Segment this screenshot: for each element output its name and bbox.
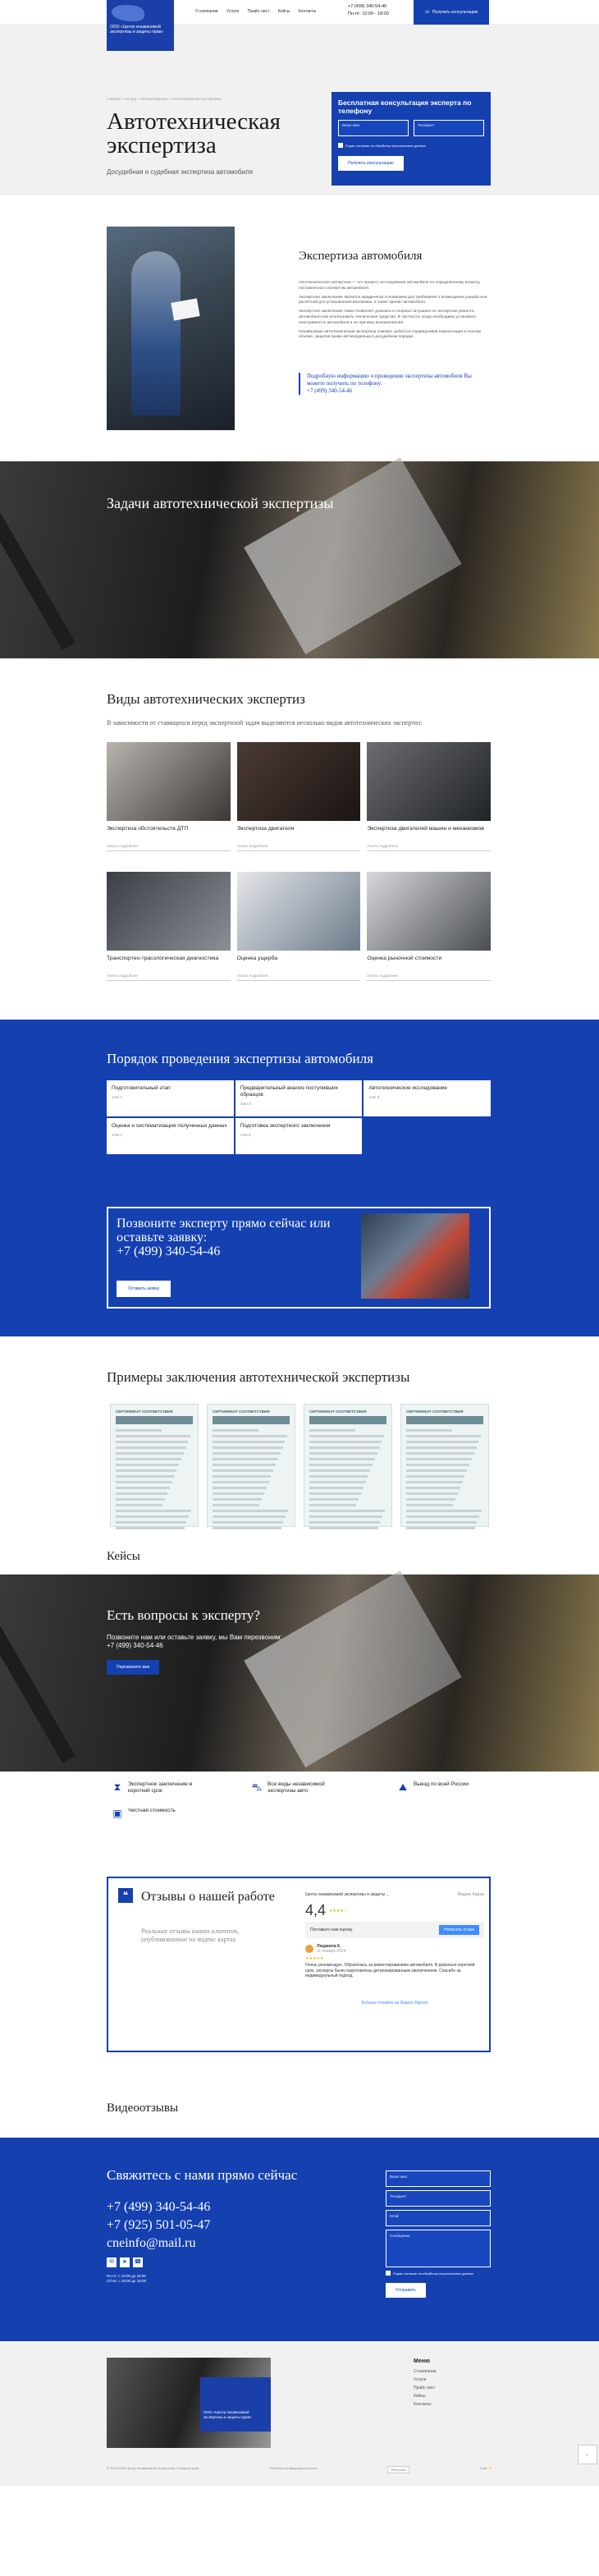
examples-section [0, 1336, 599, 1574]
kind-name: Оценка рыночной стоимости [367, 956, 442, 961]
social-links [107, 2257, 143, 2267]
step-label: этап [112, 1133, 120, 1137]
cert-line [116, 1452, 184, 1455]
pen-shape [0, 1599, 75, 1763]
kind-more-link[interactable]: Узнать подробнее [367, 844, 491, 851]
vk-icon[interactable]: ✉ [107, 2257, 117, 2267]
step-index: 4 [120, 1133, 122, 1137]
step-name: Автотехническое исследование [368, 1085, 448, 1091]
copyright: © 2023-2024 Центр независимой экспертизы и защиты прав [107, 2466, 199, 2470]
cert-line [309, 1510, 385, 1512]
contact-form [386, 2170, 491, 2298]
cert-line [116, 1527, 185, 1529]
quote-icon: ❝ [118, 1888, 133, 1903]
cert-line [213, 1510, 288, 1512]
kind-name: Экспертиза двигателя [236, 826, 295, 832]
nav-item-pricelist[interactable]: Прайс-лист [247, 9, 270, 14]
benefit-item [112, 1808, 194, 1819]
footer-menu-item[interactable]: О компании [414, 2369, 437, 2374]
step-label: этап [112, 1095, 120, 1099]
expert-photo [361, 1213, 469, 1299]
certificate-thumbnail[interactable] [110, 1404, 199, 1527]
order-steps [107, 1080, 491, 1154]
step-label: этап [240, 1133, 248, 1137]
reviews-subtitle: Реальные отзывы наших клиентов, опубликованные на яндекс картах [141, 1927, 240, 1943]
reviews-box [107, 1877, 491, 2052]
benefit-label: Выезд по всей России [414, 1781, 469, 1787]
certificates-row [110, 1404, 489, 1527]
step-label: этап [368, 1095, 377, 1099]
kind-card[interactable] [367, 742, 491, 872]
kind-card[interactable] [107, 872, 231, 1002]
callback-button[interactable]: Перезвоните мне [107, 1660, 159, 1675]
footer-menu [414, 2358, 437, 2409]
review-stars-icon: ★★★★★ [305, 1956, 324, 1961]
step-name: Подготовительный этап [112, 1085, 171, 1091]
logo-text: ООО «Центр независимой экспертизы и защиты прав» [110, 25, 163, 34]
benefit-item [397, 1781, 479, 1793]
call-phone[interactable]: +7 (499) 340-54-46 [117, 1244, 221, 1258]
quote-text: Подробную информацию о проведении экспертизы автомобиля Вы можете получить по телефону: [307, 373, 472, 387]
step-name: Подготовка экспертного заключения [240, 1123, 331, 1129]
cert-line [116, 1429, 162, 1432]
reviews-section [0, 1845, 599, 2088]
widget-write-review-button[interactable]: Написать отзыв [439, 1925, 479, 1935]
cert-line [406, 1435, 481, 1437]
cert-line [309, 1481, 366, 1483]
kind-photo [237, 872, 361, 951]
contact-agreement-label: Я даю согласие на обработку персональных данных [393, 2271, 473, 2276]
step-index: 1 [120, 1095, 122, 1099]
cert-line [213, 1527, 281, 1529]
order-step [364, 1080, 491, 1116]
cert-line [116, 1504, 162, 1506]
footer-bottom [107, 2466, 492, 2473]
kind-name: Экспертиза двигателей машин и механизмов [367, 826, 484, 832]
cert-line [213, 1452, 281, 1455]
contact-section [0, 2138, 599, 2341]
cert-line [406, 1464, 469, 1466]
cert-line [309, 1469, 370, 1472]
cert-line [116, 1458, 181, 1460]
benefits-section [0, 1772, 599, 1845]
examples-title: Примеры заключения автотехнической экспертизы [107, 1369, 410, 1385]
contact-phone-input[interactable]: Телефон* [386, 2190, 491, 2207]
cert-line [213, 1464, 276, 1466]
order-title: Порядок проведения экспертизы автомобиля [107, 1051, 373, 1066]
reviews-title: Отзывы о нашей работе [141, 1890, 275, 1904]
about-paragraph: Независимая автотехническая экспертиза поможет добиться справедливой компенсации в полном объёме, защитив права автовладельца в досудебном порядке. [299, 329, 481, 340]
step-index: 5 [249, 1133, 251, 1137]
cert-line [406, 1521, 477, 1524]
cert-title: СЕРТИФИКАТ СООТВЕТСТВИЯ [213, 1409, 270, 1414]
widget-rate-prompt: Поставьте нам оценку [310, 1927, 353, 1932]
cert-line [116, 1498, 165, 1501]
cert-line [213, 1498, 262, 1501]
cert-line [309, 1504, 356, 1506]
kind-photo [107, 742, 231, 821]
privacy-policy-link[interactable]: Политика конфиденциальности [268, 2466, 318, 2470]
kinds-lead: В зависимости от ставящихся перед экспертизой задач выделяются несколько видов автотехнических экспертиз: [107, 719, 423, 727]
kind-photo [367, 872, 491, 951]
cert-line [406, 1515, 479, 1518]
site-footer [0, 2341, 599, 2486]
russia-map-icon [112, 5, 144, 21]
cert-line [309, 1429, 355, 1432]
about-title: Экспертиза автомобиля [299, 250, 423, 263]
cert-line [406, 1498, 455, 1501]
footer-menu-item[interactable]: Прайс-лист [414, 2386, 436, 2390]
cert-line [406, 1446, 477, 1449]
questions-text: Позвоните нам или оставьте заявку, мы Вам перезвоним: +7 (499) 340-54-46 [107, 1634, 282, 1649]
kind-card[interactable] [107, 742, 231, 872]
step-label: этап [240, 1102, 248, 1106]
cert-line [116, 1510, 191, 1512]
wallet-icon: ▣ [112, 1808, 122, 1819]
clock-icon: ⧗ [113, 1781, 121, 1793]
agreement-label: Я даю согласие на обработку персональных данных [345, 143, 426, 148]
questions-banner [0, 1574, 599, 1772]
cert-line [213, 1481, 269, 1483]
consult-submit-button[interactable]: Получить консультацию [338, 156, 404, 171]
cert-line [116, 1475, 174, 1478]
call-title [117, 1217, 354, 1258]
cert-line [213, 1475, 271, 1478]
cert-line [213, 1492, 264, 1495]
order-step [235, 1118, 363, 1154]
name-input[interactable]: Ваше имя [338, 120, 409, 136]
call-title-text: Позвоните эксперту прямо сейчас или оставьте заявку: [117, 1217, 331, 1244]
cert-line [406, 1469, 467, 1472]
cert-line [406, 1504, 453, 1506]
contact-phone-1[interactable]: +7 (499) 340-54-46 [107, 2200, 211, 2214]
about-paragraph: Экспертное заключение также позволяет доказать в спорных ситуациях по экспертизе ремонта автомобиля или использовать технические средства. В частности, когда необходимо установить неисправность автомобиля и её причины возникновения. [299, 309, 477, 325]
agreement-checkbox[interactable] [338, 143, 343, 148]
kind-photo [237, 742, 361, 821]
cert-line [213, 1429, 258, 1432]
benefit-label: Экспертное заключение в короткий срок [128, 1781, 193, 1794]
cert-line [116, 1481, 172, 1483]
step-index: 2 [249, 1102, 251, 1106]
contact-email-input[interactable]: Email [386, 2210, 491, 2226]
cert-line [213, 1435, 287, 1437]
cert-line [213, 1446, 283, 1449]
contact-agreement-checkbox[interactable] [386, 2271, 391, 2276]
cert-line [406, 1487, 460, 1489]
cert-line [309, 1446, 380, 1449]
cert-line [116, 1521, 186, 1524]
cert-header-bar [116, 1416, 193, 1424]
cert-line [406, 1481, 463, 1483]
contact-email[interactable]: cneinfo@mail.ru [107, 2236, 196, 2250]
footer-logo-text: ООО «Центр независимой экспертизы и защиты прав» [203, 2410, 252, 2419]
video-section [0, 2088, 599, 2138]
cert-line [116, 1446, 186, 1449]
certificate-thumbnail[interactable] [400, 1404, 489, 1527]
tasks-banner [0, 461, 599, 658]
step-number [240, 1132, 358, 1139]
about-quote [299, 373, 491, 395]
phone-input[interactable]: Телефон* [414, 120, 484, 136]
telegram-icon[interactable]: ➤ [120, 2257, 130, 2267]
cert-line [406, 1458, 472, 1460]
about-paragraph: Экспертное заключение является юридически основанием для требования о возмещении ущерба или расчётной для установления виновника, а также причин автомобиля. [299, 295, 487, 305]
more-reviews-link[interactable]: Больше отзывов на Яндекс Картах [361, 2000, 428, 2005]
cert-line [116, 1441, 188, 1443]
step-name: Предварительный анализ поступивших образцов [240, 1085, 339, 1098]
call-box [107, 1207, 491, 1309]
kind-name: Экспертиза обстоятельств ДТП [107, 826, 189, 832]
whatsapp-icon[interactable]: ☎ [133, 2257, 143, 2267]
nav-item-services[interactable]: Услуги [226, 9, 240, 14]
footer-menu-item[interactable]: Кейсы [414, 2394, 426, 2399]
widget-org-name[interactable]: Центр независимой экспертизы и защиты ... [305, 1892, 390, 1897]
kind-photo [107, 872, 231, 951]
cert-line [213, 1458, 278, 1460]
breadcrumb[interactable]: Главная > Услуги > Автоэкспертиза > Автотехническая экспертиза [107, 97, 221, 101]
leave-request-button[interactable]: Оставить заявку [117, 1281, 171, 1297]
cert-line [213, 1521, 283, 1524]
cert-line [213, 1504, 259, 1506]
cert-line [406, 1452, 474, 1455]
cert-line [116, 1492, 167, 1495]
mechanic-photo [107, 227, 235, 430]
review-text: Очень рекомендую. Обратилась за ремонтированием автомобиля. В довольно короткий срок, эксперты были подготовлены детализированным заключением. Спасибо за индивидуальный подход. [305, 1963, 475, 1978]
cert-line [406, 1441, 478, 1443]
footer-logo[interactable] [200, 2377, 271, 2432]
contact-hours [107, 2274, 146, 2284]
kind-card[interactable] [237, 742, 361, 872]
kind-more-link[interactable]: Узнать подробнее [367, 974, 491, 981]
footer-menu-item[interactable]: Услуги [414, 2377, 427, 2382]
widget-map-link[interactable]: Яндекс Карты [457, 1892, 484, 1897]
consult-form [332, 92, 491, 186]
footer-menu-title: Меню [414, 2358, 430, 2364]
hours-weekend: Сб-вс: с 10:00 до 18:00 [107, 2279, 147, 2283]
recaptcha-badge[interactable]: ✓ [578, 2445, 597, 2464]
cert-line [116, 1469, 176, 1472]
kind-name: Оценка ущерба [236, 956, 278, 961]
main-nav [195, 9, 323, 14]
cert-line [406, 1527, 475, 1529]
contact-list [107, 2198, 210, 2253]
tasks-title: Задачи автотехнической экспертизы [107, 495, 334, 511]
benefit-item [112, 1781, 194, 1794]
cert-line [309, 1464, 373, 1466]
order-step [107, 1080, 234, 1116]
hero-section [0, 25, 599, 195]
kind-more-link[interactable]: Узнать подробнее [107, 974, 231, 981]
metrics-counter[interactable]: ЯМетрика [387, 2466, 409, 2473]
cert-line [309, 1475, 368, 1478]
cases-title: Кейсы [107, 1550, 140, 1563]
cert-line [116, 1487, 170, 1489]
quote-phone[interactable]: +7 (499) 340-54-46 [307, 387, 353, 394]
review-date: 11 января 2024 [317, 1949, 346, 1954]
benefit-item [251, 1781, 333, 1794]
site-header [0, 0, 599, 34]
cert-line [309, 1487, 364, 1489]
car-icon: ⛍ [251, 1781, 263, 1793]
cert-title: СЕРТИФИКАТ СООТВЕТСТВИЯ [406, 1409, 464, 1414]
kind-photo [367, 742, 491, 821]
header-hours: Пн-пт: 10:00 - 18:00 [348, 11, 389, 16]
cert-line [406, 1510, 482, 1512]
cert-line [213, 1487, 267, 1489]
cert-title: СЕРТИФИКАТ СООТВЕТСТВИЯ [116, 1409, 173, 1414]
order-step [235, 1080, 363, 1116]
order-section [0, 1020, 599, 1336]
about-paragraph: Автотехническая экспертиза — это процесс исследования автомобиля по определённому вопросу, поставленного экспертом автомобиля. [299, 281, 481, 291]
consult-form-title: Бесплатная консультация эксперта по телефону [338, 99, 472, 115]
phone-icon: ☏ [424, 10, 430, 15]
cert-line [406, 1492, 458, 1495]
cert-line [406, 1475, 464, 1478]
cert-line [116, 1435, 190, 1437]
cert-line [309, 1435, 384, 1437]
cert-line [309, 1492, 361, 1495]
about-section [0, 195, 599, 461]
nav-item-cases[interactable]: Кейсы [277, 9, 290, 14]
map-icon: ⛰ [398, 1781, 408, 1793]
header-consult-label: Получить консультацию [432, 10, 478, 15]
header-phone[interactable]: +7 (499) 340-54-46 [348, 4, 387, 9]
certificate-thumbnail[interactable] [304, 1404, 392, 1527]
step-number [112, 1094, 229, 1101]
reviewer-avatar [305, 1945, 313, 1953]
developer-link[interactable]: Сайт ⚡ [479, 2466, 492, 2470]
benefit-label: Честная стоимость [128, 1808, 176, 1813]
cert-line [213, 1469, 273, 1472]
contact-submit-button[interactable]: Отправить [386, 2283, 426, 2298]
cert-line [309, 1452, 377, 1455]
cert-title: СЕРТИФИКАТ СООТВЕТСТВИЯ [309, 1409, 367, 1414]
cert-header-bar [213, 1416, 290, 1424]
page-subtitle: Досудебная и судебная экспертиза автомобиля [107, 168, 253, 176]
pen-shape [0, 486, 75, 650]
kinds-grid [107, 742, 491, 1002]
widget-rating: 4,4 [305, 1902, 327, 1918]
cert-line [309, 1521, 380, 1524]
nav-item-about[interactable]: О компании [195, 9, 218, 14]
contact-title: Свяжитесь с нами прямо сейчас [107, 2167, 298, 2183]
contact-message-input[interactable]: Сообщение [386, 2230, 491, 2267]
benefit-label: Все виды независимой экспертизы авто [267, 1781, 325, 1794]
nav-item-contacts[interactable]: Контакты [298, 9, 317, 14]
step-name: Оценка и систематизация полученных данных [112, 1123, 227, 1129]
header-consult-button[interactable] [414, 0, 489, 25]
step-number [240, 1101, 358, 1107]
cert-line [213, 1515, 286, 1518]
cert-line [309, 1458, 375, 1460]
kind-card[interactable] [237, 872, 361, 1002]
kind-more-link[interactable]: Узнать подробнее [237, 844, 361, 851]
header-contacts [348, 3, 389, 18]
cert-line [309, 1515, 382, 1518]
cert-line [116, 1464, 179, 1466]
step-index: 3 [377, 1095, 380, 1099]
reviewer-name: Людмила К. [317, 1944, 341, 1949]
kinds-title: Виды автотехнических экспертиз [107, 691, 305, 707]
contact-phone-2[interactable]: +7 (925) 501-05-47 [107, 2218, 211, 2232]
cert-line [309, 1527, 378, 1529]
hours-weekdays: Пн-пт: с 10:00 до 18:00 [107, 2274, 146, 2278]
rating-stars-icon: ★★★★☆ [329, 1908, 348, 1914]
page-title: Автотехническая экспертиза [107, 108, 281, 158]
certificate-thumbnail[interactable] [207, 1404, 295, 1527]
kind-more-link[interactable]: Узнать подробнее [237, 974, 361, 981]
kind-name: Транспортно-трасологическая диагностика [107, 956, 219, 961]
cert-header-bar [406, 1416, 483, 1424]
cert-line [406, 1429, 452, 1432]
mechanic-figure [131, 251, 181, 415]
yandex-reviews-widget [305, 1890, 484, 2042]
cert-header-bar [309, 1416, 386, 1424]
kinds-section [0, 658, 599, 1020]
contact-name-input[interactable]: Ваше имя [386, 2170, 491, 2187]
kind-more-link[interactable]: Узнать подробнее [107, 844, 231, 851]
clipboard-icon [171, 298, 199, 320]
video-title: Видеоотзывы [107, 2102, 179, 2115]
document-shape [244, 1570, 462, 1767]
cert-line [116, 1515, 189, 1518]
document-shape [244, 457, 462, 654]
footer-menu-item[interactable]: Контакты [414, 2402, 432, 2407]
step-number [112, 1132, 229, 1139]
cert-line [213, 1441, 285, 1443]
questions-title: Есть вопросы к эксперту? [107, 1607, 260, 1623]
cert-line [309, 1498, 359, 1501]
step-number [368, 1094, 486, 1101]
about-text [299, 281, 491, 344]
kind-card[interactable] [367, 872, 491, 1002]
site-logo[interactable] [107, 0, 174, 51]
order-step [107, 1118, 234, 1154]
cert-line [309, 1441, 382, 1443]
